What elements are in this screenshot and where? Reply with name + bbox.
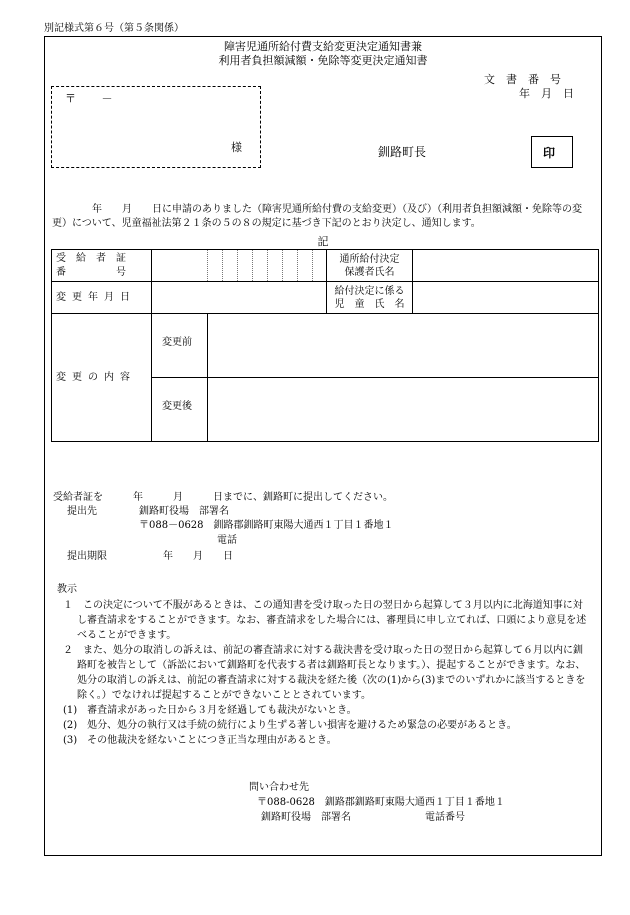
title-line-1: 障害児通所給付費支給変更決定通知書兼	[224, 40, 422, 53]
deadline-date: 年 月 日	[163, 551, 233, 562]
submission-dest-office: 釧路町役場 部署名	[139, 506, 229, 517]
recipient-number-digit	[208, 250, 223, 282]
recipient-number-digit	[238, 250, 253, 282]
change-table	[51, 249, 599, 442]
recipient-number-digit	[152, 250, 208, 282]
date-label: 年 月 日	[519, 87, 574, 100]
contact-heading: 問い合わせ先	[249, 782, 309, 793]
kyoji-item: ２ また、処分の取消しの訴えは、前記の審査請求に対する裁決書を受け取った日の翌日から起算して６月以内に釧路町を被告として（訴訟において釧路町を代表する者は釧路町長となります。）、提起することができます。なお、処分の取消しの訴えは、前記の審査請求に対する裁決を経た後（次の(1)から(3)までのいずれかに該当するときを除く。）でなければ提起することができないこととされています。	[63, 645, 586, 701]
form-id: 別記様式第６号（第５条関係）	[44, 23, 184, 34]
contact-tel: 電話番号	[425, 812, 465, 823]
recipient-number-digit	[223, 250, 238, 282]
submission-line: 受給者証を 年 月 日までに、釧路町に提出してください。	[53, 492, 393, 503]
kyoji-item: (1) 審査請求があった日から３月を経過しても裁決がないとき。	[63, 705, 357, 716]
kyoji-body	[53, 598, 591, 748]
after-label: 変更後	[152, 378, 208, 442]
kyoji-item: (3) その他裁決を経ないことにつき正当な理由があるとき。	[63, 735, 337, 746]
child-name-label: 給付決定に係る 児 童 氏 名	[327, 282, 413, 314]
change-date-label: 変更年月日	[52, 282, 152, 314]
submission-dest-label: 提出先	[67, 506, 97, 517]
recipient-number-digit	[268, 250, 283, 282]
guardian-name-label: 通所給付決定 保護者氏名	[327, 250, 413, 282]
postal-mark: 〒 －	[65, 92, 113, 105]
issuer-name: 釧路町長	[378, 145, 427, 159]
recipient-number-digit	[253, 250, 268, 282]
ki-heading: 記	[317, 235, 329, 248]
seal-mark: 印	[543, 146, 556, 160]
title-line-2: 利用者負担額減額・免除等変更決定通知書	[218, 54, 428, 67]
doc-number-label: 文 書 番 号	[484, 73, 561, 86]
honorific: 様	[231, 141, 242, 154]
recipient-number-label: 受 給 者 証 番 号	[52, 250, 152, 282]
contact-address: 〒088-0628 釧路郡釧路町東陽大通西１丁目１番地１	[257, 797, 505, 808]
after-value	[208, 378, 599, 442]
kyoji-heading: 教示	[57, 584, 77, 595]
recipient-number-digit	[283, 250, 298, 282]
before-label: 変更前	[152, 314, 208, 378]
submission-dest-tel: 電話	[217, 535, 237, 546]
kyoji-item: １ この決定について不服があるときは、この通知書を受け取った日の翌日から起算して３月以内に北海道知事に対し審査請求をすることができます。なお、審査請求をした場合には、審理員に申し立てれば、口頭により意見を述べることができます。	[63, 600, 587, 641]
submission-dest-address: 〒088－0628 釧路郡釧路町東陽大通西１丁目１番地１	[139, 520, 394, 531]
contact-office: 釧路町役場 部署名	[261, 812, 351, 823]
deadline-label: 提出期限	[67, 551, 107, 562]
recipient-number-digit	[313, 250, 327, 282]
before-value	[208, 314, 599, 378]
intro-text: 年 月 日に申請のありました（障害児通所給付費の支給変更）（及び）（利用者負担額減額・免除等の変更）について、児童福祉法第２１条の５の８の規定に基づき下記のとおり決定し、通知します。	[52, 204, 582, 229]
change-content-label: 変更の内容	[52, 314, 152, 442]
change-date-value	[152, 282, 327, 314]
recipient-number-digit	[298, 250, 313, 282]
guardian-name-value	[413, 250, 599, 282]
kyoji-item: (2) 処分、処分の執行又は手続の続行により生ずる著しい損害を避けるため緊急の必要があるとき。	[63, 720, 517, 731]
child-name-value	[413, 282, 599, 314]
